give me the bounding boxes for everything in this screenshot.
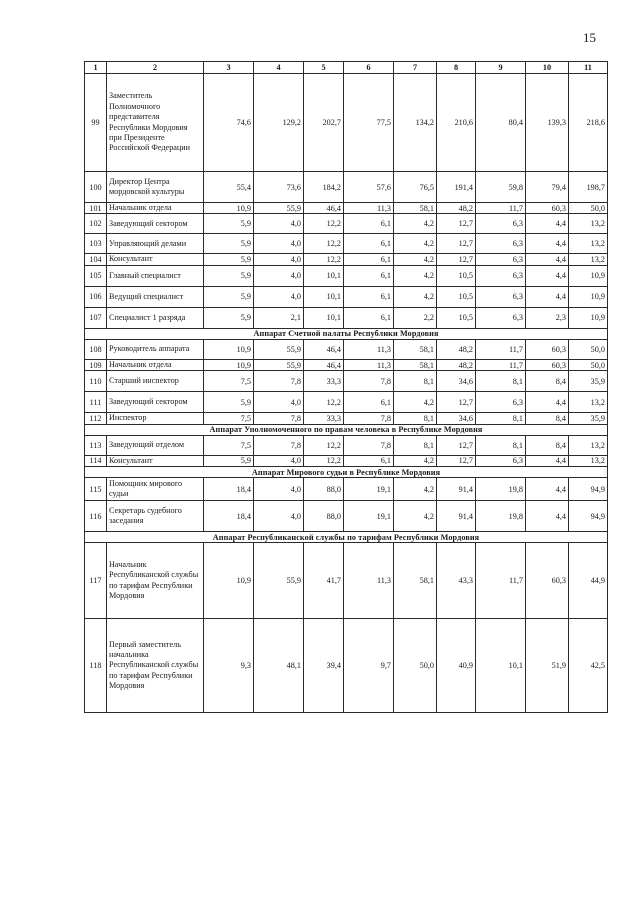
table-row bbox=[85, 435, 608, 455]
position-name: Ведущий специалист bbox=[107, 286, 204, 307]
value-cell: 7,5 bbox=[204, 435, 254, 455]
value-cell: 73,6 bbox=[254, 172, 304, 203]
value-cell: 5,9 bbox=[204, 234, 254, 254]
value-cell: 11,7 bbox=[476, 203, 526, 214]
value-cell: 139,3 bbox=[526, 74, 569, 172]
value-cell: 79,4 bbox=[526, 172, 569, 203]
value-cell: 12,2 bbox=[304, 435, 344, 455]
page-number: 15 bbox=[583, 30, 596, 45]
value-cell: 6,3 bbox=[476, 392, 526, 413]
value-cell: 11,3 bbox=[344, 339, 394, 359]
value-cell: 50,0 bbox=[569, 203, 608, 214]
value-cell: 202,7 bbox=[304, 74, 344, 172]
value-cell: 129,2 bbox=[254, 74, 304, 172]
value-cell: 10,1 bbox=[304, 307, 344, 328]
row-number: 111 bbox=[85, 392, 107, 413]
value-cell: 5,9 bbox=[204, 392, 254, 413]
section-title: Аппарат Республиканской службы по тарифам Республики Мордовия bbox=[85, 532, 608, 543]
row-number: 103 bbox=[85, 234, 107, 254]
position-name: Директор Центра мордовской культуры bbox=[107, 172, 204, 203]
value-cell: 51,9 bbox=[526, 619, 569, 713]
header-cell: 2 bbox=[107, 62, 204, 74]
value-cell: 4,0 bbox=[254, 234, 304, 254]
value-cell: 6,1 bbox=[344, 307, 394, 328]
header-cell: 6 bbox=[344, 62, 394, 74]
value-cell: 5,9 bbox=[204, 307, 254, 328]
row-number: 112 bbox=[85, 413, 107, 424]
value-cell: 7,8 bbox=[344, 413, 394, 424]
value-cell: 88,0 bbox=[304, 478, 344, 501]
table-row bbox=[85, 203, 608, 214]
value-cell: 19,1 bbox=[344, 501, 394, 532]
value-cell: 198,7 bbox=[569, 172, 608, 203]
value-cell: 10,1 bbox=[304, 265, 344, 286]
value-cell: 8,4 bbox=[526, 371, 569, 392]
section-title: Аппарат Мирового судьи в Республике Мордовия bbox=[85, 467, 608, 478]
value-cell: 5,9 bbox=[204, 455, 254, 466]
value-cell: 10,5 bbox=[437, 307, 476, 328]
value-cell: 91,4 bbox=[437, 478, 476, 501]
header-row bbox=[85, 62, 608, 74]
value-cell: 58,1 bbox=[394, 359, 437, 370]
value-cell: 4,4 bbox=[526, 478, 569, 501]
row-number: 115 bbox=[85, 478, 107, 501]
row-number: 108 bbox=[85, 339, 107, 359]
position-name: Начальник отдела bbox=[107, 359, 204, 370]
value-cell: 8,1 bbox=[476, 413, 526, 424]
value-cell: 6,1 bbox=[344, 254, 394, 265]
row-number: 101 bbox=[85, 203, 107, 214]
value-cell: 134,2 bbox=[394, 74, 437, 172]
value-cell: 6,1 bbox=[344, 455, 394, 466]
value-cell: 10,9 bbox=[569, 307, 608, 328]
position-name: Руководитель аппарата bbox=[107, 339, 204, 359]
position-name: Управляющий делами bbox=[107, 234, 204, 254]
value-cell: 41,7 bbox=[304, 543, 344, 619]
value-cell: 44,9 bbox=[569, 543, 608, 619]
value-cell: 12,2 bbox=[304, 214, 344, 234]
value-cell: 19,8 bbox=[476, 478, 526, 501]
value-cell: 6,1 bbox=[344, 392, 394, 413]
value-cell: 6,3 bbox=[476, 254, 526, 265]
row-number: 105 bbox=[85, 265, 107, 286]
table-row bbox=[85, 455, 608, 466]
row-number: 107 bbox=[85, 307, 107, 328]
value-cell: 4,2 bbox=[394, 214, 437, 234]
value-cell: 11,3 bbox=[344, 203, 394, 214]
position-name: Инспектор bbox=[107, 413, 204, 424]
value-cell: 4,4 bbox=[526, 214, 569, 234]
value-cell: 58,1 bbox=[394, 339, 437, 359]
value-cell: 60,3 bbox=[526, 339, 569, 359]
row-number: 110 bbox=[85, 371, 107, 392]
table-row bbox=[85, 265, 608, 286]
value-cell: 74,6 bbox=[204, 74, 254, 172]
value-cell: 10,9 bbox=[204, 203, 254, 214]
value-cell: 39,4 bbox=[304, 619, 344, 713]
value-cell: 55,9 bbox=[254, 359, 304, 370]
value-cell: 6,3 bbox=[476, 234, 526, 254]
value-cell: 10,9 bbox=[204, 339, 254, 359]
value-cell: 4,0 bbox=[254, 501, 304, 532]
value-cell: 76,5 bbox=[394, 172, 437, 203]
value-cell: 94,9 bbox=[569, 478, 608, 501]
value-cell: 43,3 bbox=[437, 543, 476, 619]
header-cell: 11 bbox=[569, 62, 608, 74]
value-cell: 2,2 bbox=[394, 307, 437, 328]
value-cell: 6,3 bbox=[476, 214, 526, 234]
value-cell: 33,3 bbox=[304, 371, 344, 392]
row-number: 113 bbox=[85, 435, 107, 455]
value-cell: 12,2 bbox=[304, 392, 344, 413]
table-row bbox=[85, 214, 608, 234]
value-cell: 210,6 bbox=[437, 74, 476, 172]
section-title: Аппарат Счетной палаты Республики Мордовия bbox=[85, 328, 608, 339]
table-row bbox=[85, 478, 608, 501]
value-cell: 6,1 bbox=[344, 214, 394, 234]
value-cell: 57,6 bbox=[344, 172, 394, 203]
value-cell: 4,0 bbox=[254, 478, 304, 501]
value-cell: 5,9 bbox=[204, 286, 254, 307]
value-cell: 4,4 bbox=[526, 501, 569, 532]
position-name: Заместитель Полномочного представителя Республики Мордовия при Президенте Российской Федерации bbox=[107, 74, 204, 172]
value-cell: 12,7 bbox=[437, 254, 476, 265]
table-row bbox=[85, 359, 608, 370]
value-cell: 50,0 bbox=[569, 339, 608, 359]
table-row bbox=[85, 619, 608, 713]
value-cell: 12,7 bbox=[437, 392, 476, 413]
value-cell: 4,0 bbox=[254, 214, 304, 234]
value-cell: 4,2 bbox=[394, 455, 437, 466]
row-number: 102 bbox=[85, 214, 107, 234]
value-cell: 184,2 bbox=[304, 172, 344, 203]
value-cell: 12,2 bbox=[304, 234, 344, 254]
value-cell: 60,3 bbox=[526, 359, 569, 370]
value-cell: 6,3 bbox=[476, 265, 526, 286]
row-number: 100 bbox=[85, 172, 107, 203]
header-cell: 10 bbox=[526, 62, 569, 74]
section-title-row bbox=[85, 424, 608, 435]
value-cell: 8,1 bbox=[476, 435, 526, 455]
value-cell: 55,9 bbox=[254, 339, 304, 359]
value-cell: 4,2 bbox=[394, 265, 437, 286]
header-cell: 3 bbox=[204, 62, 254, 74]
value-cell: 48,2 bbox=[437, 203, 476, 214]
header-cell: 5 bbox=[304, 62, 344, 74]
table-row bbox=[85, 74, 608, 172]
section-title: Аппарат Уполномоченного по правам человека в Республике Мордовия bbox=[85, 424, 608, 435]
value-cell: 59,8 bbox=[476, 172, 526, 203]
value-cell: 35,9 bbox=[569, 371, 608, 392]
value-cell: 55,9 bbox=[254, 543, 304, 619]
value-cell: 60,3 bbox=[526, 203, 569, 214]
value-cell: 8,1 bbox=[394, 435, 437, 455]
value-cell: 9,7 bbox=[344, 619, 394, 713]
header-cell: 8 bbox=[437, 62, 476, 74]
value-cell: 10,1 bbox=[304, 286, 344, 307]
value-cell: 5,9 bbox=[204, 254, 254, 265]
value-cell: 13,2 bbox=[569, 254, 608, 265]
position-name: Старший инспектор bbox=[107, 371, 204, 392]
value-cell: 60,3 bbox=[526, 543, 569, 619]
value-cell: 218,6 bbox=[569, 74, 608, 172]
table-row bbox=[85, 307, 608, 328]
value-cell: 50,0 bbox=[569, 359, 608, 370]
position-name: Секретарь судебного заседания bbox=[107, 501, 204, 532]
value-cell: 6,1 bbox=[344, 286, 394, 307]
value-cell: 4,0 bbox=[254, 286, 304, 307]
value-cell: 2,1 bbox=[254, 307, 304, 328]
position-name: Заведующий сектором bbox=[107, 392, 204, 413]
value-cell: 13,2 bbox=[569, 392, 608, 413]
value-cell: 7,8 bbox=[254, 371, 304, 392]
value-cell: 7,5 bbox=[204, 371, 254, 392]
section-title-row bbox=[85, 467, 608, 478]
value-cell: 4,0 bbox=[254, 254, 304, 265]
value-cell: 48,2 bbox=[437, 339, 476, 359]
value-cell: 4,2 bbox=[394, 286, 437, 307]
row-number: 104 bbox=[85, 254, 107, 265]
value-cell: 6,3 bbox=[476, 286, 526, 307]
value-cell: 6,1 bbox=[344, 234, 394, 254]
table-row bbox=[85, 392, 608, 413]
value-cell: 13,2 bbox=[569, 435, 608, 455]
value-cell: 7,5 bbox=[204, 413, 254, 424]
value-cell: 10,9 bbox=[204, 359, 254, 370]
position-name: Первый заместитель начальника Республиканской службы по тарифам Республики Мордовия bbox=[107, 619, 204, 713]
value-cell: 46,4 bbox=[304, 339, 344, 359]
header-cell: 7 bbox=[394, 62, 437, 74]
position-name: Начальник отдела bbox=[107, 203, 204, 214]
position-name: Заведующий отделом bbox=[107, 435, 204, 455]
value-cell: 34,6 bbox=[437, 371, 476, 392]
table-row bbox=[85, 501, 608, 532]
table-row bbox=[85, 254, 608, 265]
value-cell: 12,7 bbox=[437, 234, 476, 254]
section-title-row bbox=[85, 328, 608, 339]
value-cell: 18,4 bbox=[204, 478, 254, 501]
value-cell: 50,0 bbox=[394, 619, 437, 713]
value-cell: 10,5 bbox=[437, 265, 476, 286]
value-cell: 7,8 bbox=[254, 435, 304, 455]
value-cell: 5,9 bbox=[204, 265, 254, 286]
value-cell: 4,2 bbox=[394, 478, 437, 501]
value-cell: 11,7 bbox=[476, 339, 526, 359]
value-cell: 4,2 bbox=[394, 501, 437, 532]
value-cell: 12,2 bbox=[304, 254, 344, 265]
value-cell: 13,2 bbox=[569, 234, 608, 254]
header-cell: 9 bbox=[476, 62, 526, 74]
salary-table bbox=[84, 61, 608, 713]
row-number: 106 bbox=[85, 286, 107, 307]
value-cell: 46,4 bbox=[304, 359, 344, 370]
value-cell: 12,7 bbox=[437, 455, 476, 466]
value-cell: 8,1 bbox=[476, 371, 526, 392]
value-cell: 13,2 bbox=[569, 455, 608, 466]
row-number: 118 bbox=[85, 619, 107, 713]
value-cell: 34,6 bbox=[437, 413, 476, 424]
position-name: Специалист 1 разряда bbox=[107, 307, 204, 328]
value-cell: 10,9 bbox=[569, 286, 608, 307]
row-number: 99 bbox=[85, 74, 107, 172]
table-row bbox=[85, 234, 608, 254]
position-name: Помощник мирового судьи bbox=[107, 478, 204, 501]
value-cell: 42,5 bbox=[569, 619, 608, 713]
value-cell: 9,3 bbox=[204, 619, 254, 713]
value-cell: 11,7 bbox=[476, 359, 526, 370]
header-cell: 4 bbox=[254, 62, 304, 74]
value-cell: 91,4 bbox=[437, 501, 476, 532]
value-cell: 8,1 bbox=[394, 371, 437, 392]
value-cell: 55,4 bbox=[204, 172, 254, 203]
value-cell: 4,0 bbox=[254, 455, 304, 466]
value-cell: 6,3 bbox=[476, 307, 526, 328]
value-cell: 11,3 bbox=[344, 543, 394, 619]
value-cell: 19,1 bbox=[344, 478, 394, 501]
value-cell: 6,3 bbox=[476, 455, 526, 466]
value-cell: 33,3 bbox=[304, 413, 344, 424]
value-cell: 10,9 bbox=[204, 543, 254, 619]
value-cell: 4,2 bbox=[394, 234, 437, 254]
value-cell: 8,4 bbox=[526, 435, 569, 455]
table-row bbox=[85, 543, 608, 619]
table-row bbox=[85, 339, 608, 359]
value-cell: 4,2 bbox=[394, 392, 437, 413]
value-cell: 10,9 bbox=[569, 265, 608, 286]
value-cell: 4,4 bbox=[526, 265, 569, 286]
value-cell: 7,8 bbox=[344, 435, 394, 455]
value-cell: 35,9 bbox=[569, 413, 608, 424]
table-row bbox=[85, 413, 608, 424]
value-cell: 4,0 bbox=[254, 392, 304, 413]
value-cell: 8,4 bbox=[526, 413, 569, 424]
value-cell: 12,7 bbox=[437, 214, 476, 234]
row-number: 114 bbox=[85, 455, 107, 466]
value-cell: 77,5 bbox=[344, 74, 394, 172]
value-cell: 58,1 bbox=[394, 543, 437, 619]
value-cell: 2,3 bbox=[526, 307, 569, 328]
value-cell: 40,9 bbox=[437, 619, 476, 713]
value-cell: 48,1 bbox=[254, 619, 304, 713]
value-cell: 48,2 bbox=[437, 359, 476, 370]
value-cell: 6,1 bbox=[344, 265, 394, 286]
value-cell: 80,4 bbox=[476, 74, 526, 172]
value-cell: 4,0 bbox=[254, 265, 304, 286]
value-cell: 94,9 bbox=[569, 501, 608, 532]
value-cell: 4,4 bbox=[526, 254, 569, 265]
value-cell: 58,1 bbox=[394, 203, 437, 214]
value-cell: 13,2 bbox=[569, 214, 608, 234]
header-cell: 1 bbox=[85, 62, 107, 74]
value-cell: 18,4 bbox=[204, 501, 254, 532]
position-name: Главный специалист bbox=[107, 265, 204, 286]
value-cell: 11,7 bbox=[476, 543, 526, 619]
value-cell: 10,5 bbox=[437, 286, 476, 307]
position-name: Консультант bbox=[107, 254, 204, 265]
value-cell: 19,8 bbox=[476, 501, 526, 532]
value-cell: 88,0 bbox=[304, 501, 344, 532]
value-cell: 4,2 bbox=[394, 254, 437, 265]
value-cell: 7,8 bbox=[344, 371, 394, 392]
position-name: Консультант bbox=[107, 455, 204, 466]
value-cell: 12,2 bbox=[304, 455, 344, 466]
value-cell: 11,3 bbox=[344, 359, 394, 370]
value-cell: 55,9 bbox=[254, 203, 304, 214]
row-number: 116 bbox=[85, 501, 107, 532]
value-cell: 4,4 bbox=[526, 455, 569, 466]
table-row bbox=[85, 371, 608, 392]
value-cell: 4,4 bbox=[526, 392, 569, 413]
value-cell: 191,4 bbox=[437, 172, 476, 203]
value-cell: 46,4 bbox=[304, 203, 344, 214]
table-row bbox=[85, 286, 608, 307]
value-cell: 7,8 bbox=[254, 413, 304, 424]
table-row bbox=[85, 172, 608, 203]
value-cell: 10,1 bbox=[476, 619, 526, 713]
row-number: 117 bbox=[85, 543, 107, 619]
value-cell: 12,7 bbox=[437, 435, 476, 455]
value-cell: 8,1 bbox=[394, 413, 437, 424]
position-name: Начальник Республиканской службы по тарифам Республики Мордовия bbox=[107, 543, 204, 619]
row-number: 109 bbox=[85, 359, 107, 370]
value-cell: 4,4 bbox=[526, 234, 569, 254]
value-cell: 5,9 bbox=[204, 214, 254, 234]
position-name: Заведующий сектором bbox=[107, 214, 204, 234]
value-cell: 4,4 bbox=[526, 286, 569, 307]
section-title-row bbox=[85, 532, 608, 543]
